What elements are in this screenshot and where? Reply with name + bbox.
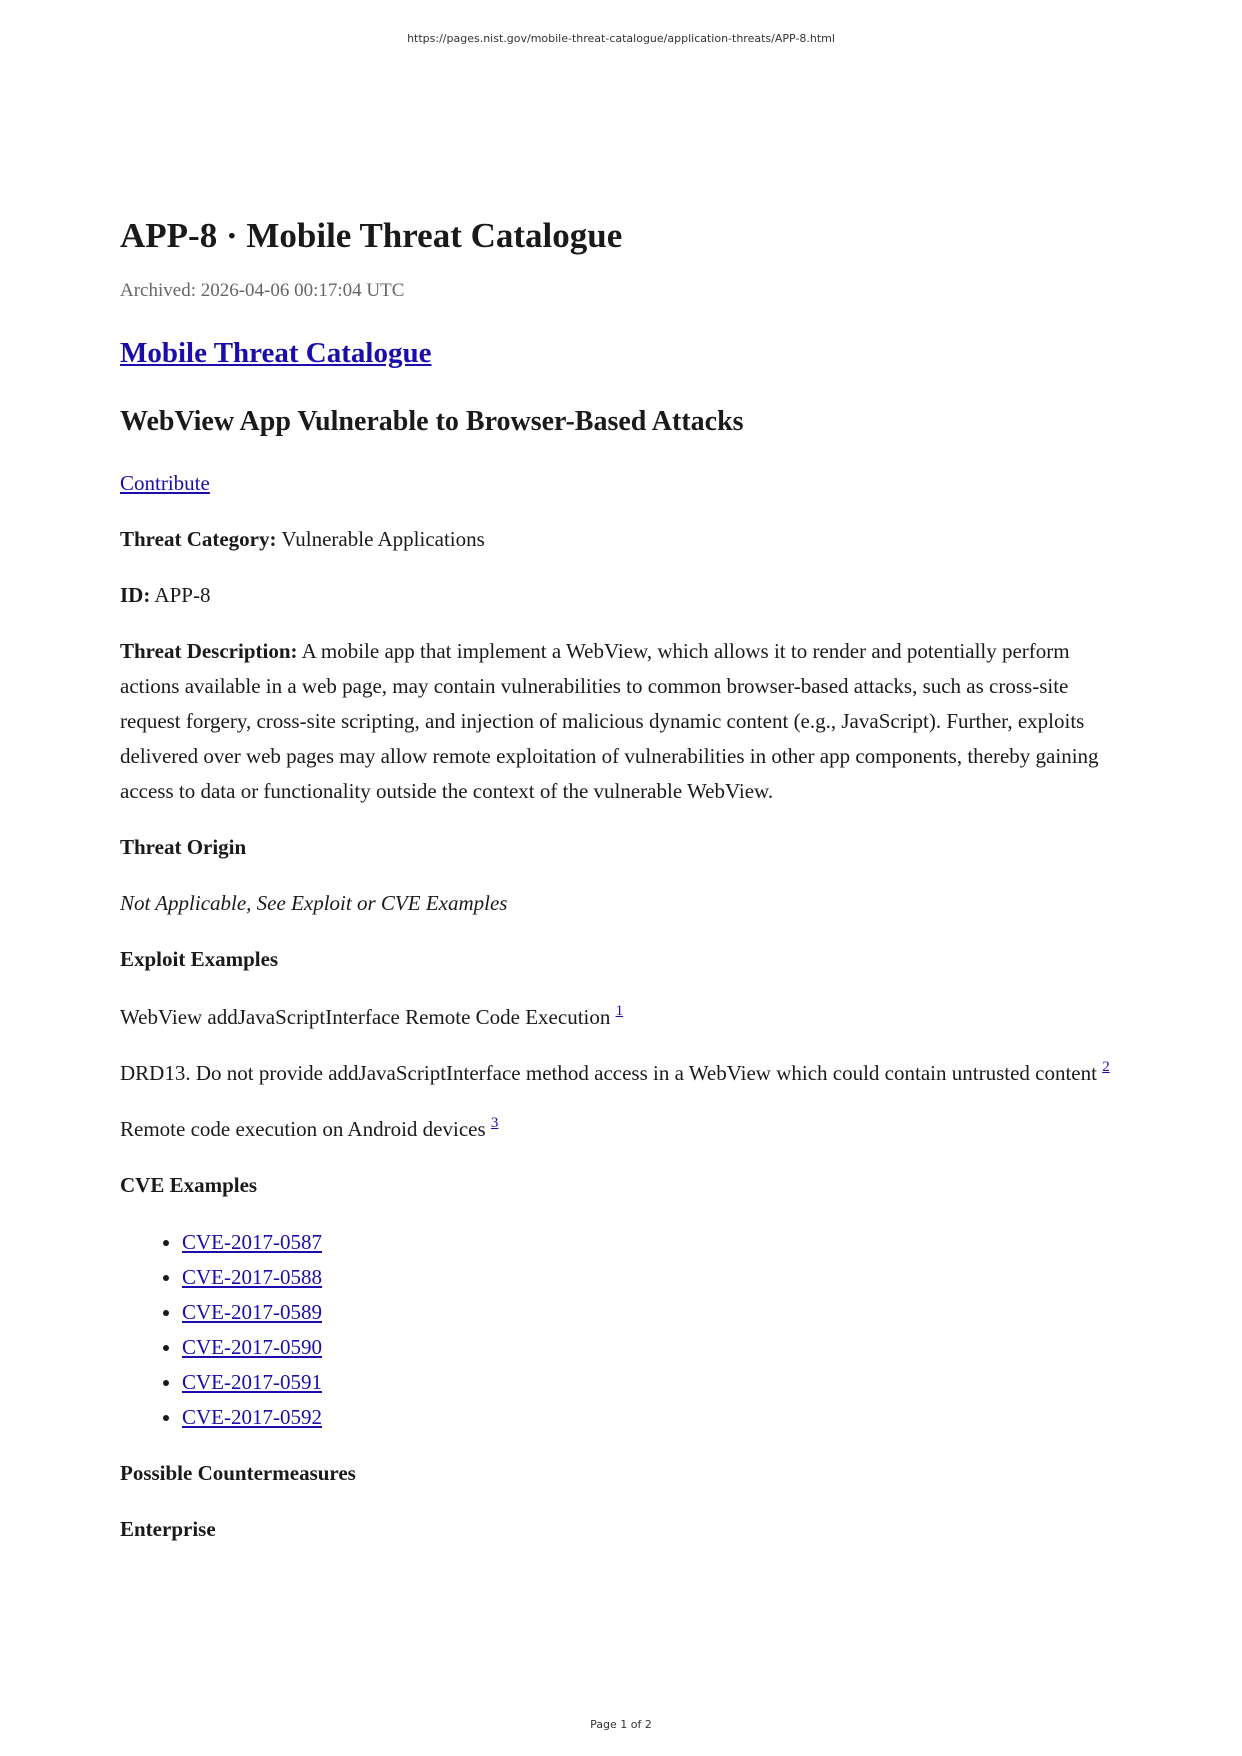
exploit-example-text: WebView addJavaScriptInterface Remote Code Execution xyxy=(120,1005,616,1029)
archived-timestamp: Archived: 2026-04-06 00:17:04 UTC xyxy=(120,280,405,301)
exploit-example xyxy=(120,1056,1130,1091)
threat-category-value: Vulnerable Applications xyxy=(276,527,485,551)
mobile-threat-catalogue-link[interactable]: Mobile Threat Catalogue xyxy=(120,337,432,369)
threat-description-label: Threat Description: xyxy=(120,639,298,663)
exploit-example xyxy=(120,1112,1130,1147)
footnote-link-3[interactable]: 3 xyxy=(490,1115,499,1131)
cve-link[interactable]: CVE-2017-0587 xyxy=(182,1230,322,1254)
page-number: Page 1 of 2 xyxy=(590,1718,652,1731)
footnote-ref xyxy=(1102,1059,1110,1075)
cve-list xyxy=(120,1225,1130,1435)
threat-category xyxy=(120,522,1130,557)
list-item xyxy=(182,1400,1130,1435)
contribute-paragraph xyxy=(120,466,1130,501)
cve-examples-heading: CVE Examples xyxy=(120,1173,258,1197)
threat-title: WebView App Vulnerable to Browser-Based Attacks xyxy=(120,406,744,437)
cve-link[interactable]: CVE-2017-0589 xyxy=(182,1300,322,1324)
threat-id-label: ID: xyxy=(120,583,151,607)
threat-origin-value: Not Applicable, See Exploit or CVE Examples xyxy=(120,891,508,915)
page-title: APP-8 · Mobile Threat Catalogue xyxy=(120,216,623,255)
exploit-examples-heading: Exploit Examples xyxy=(120,947,279,971)
list-item xyxy=(182,1365,1130,1400)
cve-link[interactable]: CVE-2017-0592 xyxy=(182,1405,322,1429)
print-url-header: https://pages.nist.gov/mobile-threat-catalogue/application-threats/APP-8.html xyxy=(407,32,835,45)
list-item xyxy=(182,1330,1130,1365)
contribute-link[interactable]: Contribute xyxy=(120,471,210,495)
footnote-ref xyxy=(616,1003,624,1019)
list-item xyxy=(182,1295,1130,1330)
article-content xyxy=(120,212,1130,1547)
threat-category-label: Threat Category: xyxy=(120,527,277,551)
threat-description xyxy=(120,634,1130,809)
exploit-example xyxy=(120,1000,1130,1035)
exploit-example-text: DRD13. Do not provide addJavaScriptInterface method access in a WebView which could contain untrusted content xyxy=(120,1061,1103,1085)
footnote-link-1[interactable]: 1 xyxy=(615,1003,624,1019)
footnote-ref xyxy=(491,1115,499,1131)
threat-description-value: A mobile app that implement a WebView, which allows it to render and potentially perform actions available in a web page, may contain vulnerabilities to common browser-based attacks, such as cross-site request forgery, cross-site scripting, and injection of malicious dynamic content (e.g., JavaScript). Further, exploits delivered over web pages may allow remote exploitation of vulnerabilities in other app components, thereby gaining access to data or functionality outside the context of the vulnerable WebView. xyxy=(120,639,1099,803)
list-item xyxy=(182,1260,1130,1295)
threat-id-value: APP-8 xyxy=(150,583,211,607)
list-item xyxy=(182,1225,1130,1260)
countermeasures-heading: Possible Countermeasures xyxy=(120,1461,356,1485)
cve-link[interactable]: CVE-2017-0590 xyxy=(182,1335,322,1359)
cve-link[interactable]: CVE-2017-0591 xyxy=(182,1370,322,1394)
threat-id xyxy=(120,578,1130,613)
cve-link[interactable]: CVE-2017-0588 xyxy=(182,1265,322,1289)
threat-origin-heading: Threat Origin xyxy=(120,835,247,859)
exploit-example-text: Remote code execution on Android devices xyxy=(120,1117,491,1141)
footnote-link-2[interactable]: 2 xyxy=(1102,1059,1110,1075)
site-heading xyxy=(120,335,1130,371)
enterprise-heading: Enterprise xyxy=(120,1517,216,1541)
